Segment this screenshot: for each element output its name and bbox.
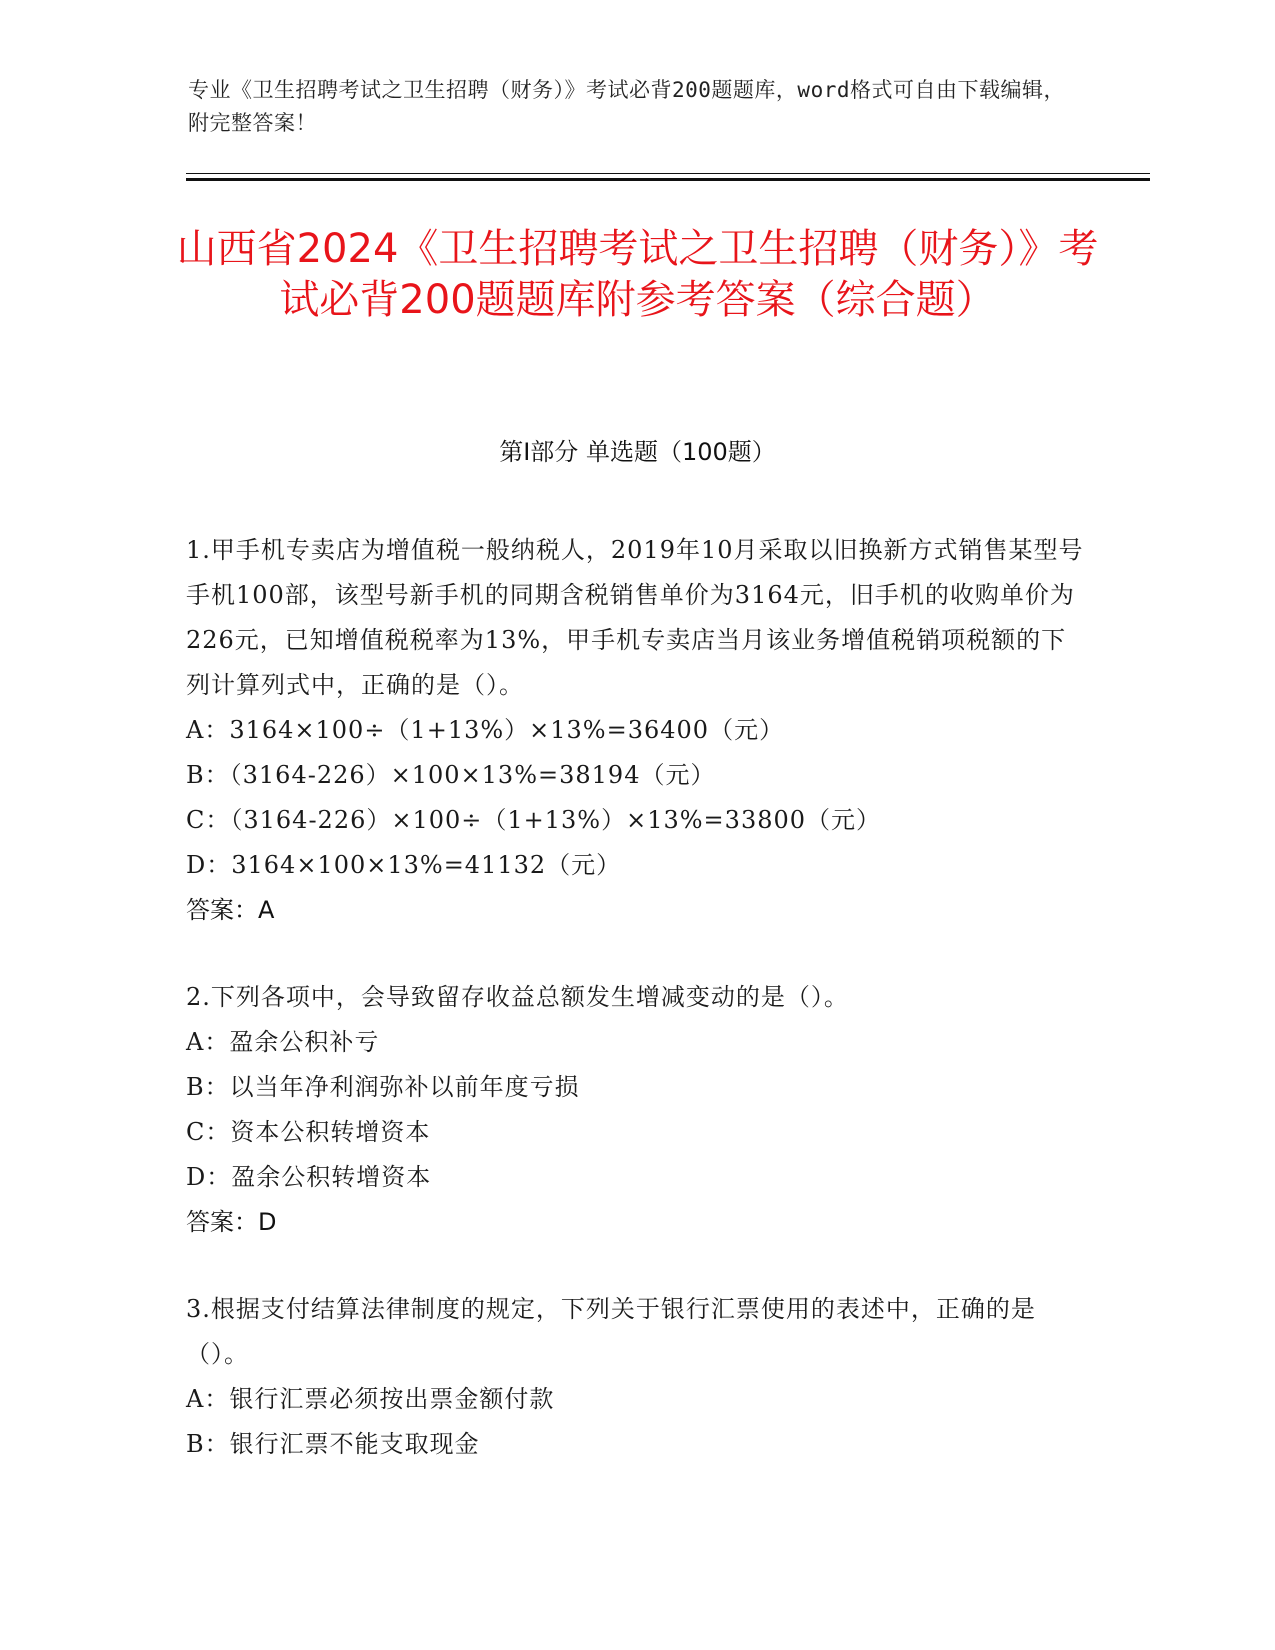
option-a: A：3164×100÷（1+13%）×13%=36400（元） [186, 716, 785, 744]
option-c: C：资本公积转增资本 [186, 1118, 431, 1146]
option-b: B：以当年净利润弥补以前年度亏损 [186, 1073, 580, 1101]
header-note: 专业《卫生招聘考试之卫生招聘（财务）》考试必背200题题库，word格式可自由下载编辑，附完整答案！ [188, 78, 1065, 135]
question-stem: 2.下列各项中，会导致留存收益总额发生增减变动的是（）。 [186, 983, 849, 1011]
section-heading: 第Ⅰ部分 单选题（100题） [499, 438, 776, 466]
option-a: A：银行汇票必须按出票金额付款 [186, 1385, 555, 1413]
question-3 [186, 1287, 1086, 1467]
question-list [186, 528, 1086, 1467]
option-c: C：（3164-226）×100÷（1+13%）×13%=33800（元） [186, 806, 882, 834]
question-stem: 1.甲手机专卖店为增值税一般纳税人，2019年10月采取以旧换新方式销售某型号手机100部，该型号新手机的同期含税销售单价为3164元，旧手机的收购单价为226元，已知增值税税率为13%，甲手机专卖店当月该业务增值税销项税额的下列计算列式中，正确的是（）。 [186, 536, 1084, 699]
answer-line: 答案：D [186, 1208, 277, 1236]
document-title: 山西省2024《卫生招聘考试之卫生招聘（财务）》考试必背200题题库附参考答案（综合题） [176, 226, 1099, 323]
option-a: A：盈余公积补亏 [186, 1028, 380, 1056]
option-b: B：银行汇票不能支取现金 [186, 1430, 480, 1458]
option-d: D：3164×100×13%=41132（元） [186, 851, 622, 879]
question-1 [186, 528, 1086, 933]
option-d: D：盈余公积转增资本 [186, 1163, 432, 1191]
option-b: B：（3164-226）×100×13%=38194（元） [186, 761, 716, 789]
question-2 [186, 975, 1086, 1245]
header-divider-thin [186, 173, 1150, 174]
header-divider-thick [186, 178, 1150, 181]
answer-line: 答案：A [186, 896, 275, 924]
question-stem: 3.根据支付结算法律制度的规定，下列关于银行汇票使用的表述中，正确的是（）。 [186, 1295, 1036, 1368]
